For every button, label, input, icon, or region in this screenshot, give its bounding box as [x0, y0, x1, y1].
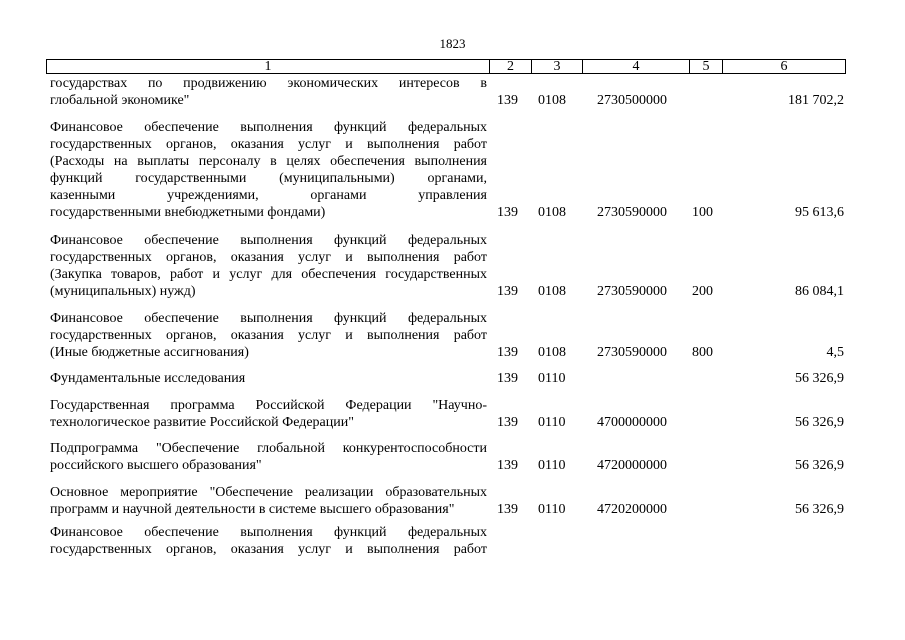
cell-c5: 800	[692, 345, 713, 360]
table-row	[0, 232, 905, 300]
cell-c6: 56 326,9	[795, 502, 844, 517]
cell-c6: 56 326,9	[795, 371, 844, 386]
description-line: Финансовое обеспечение выполнения функций федеральных	[50, 525, 487, 540]
description-line: (Иные бюджетные ассигнования)	[50, 345, 249, 360]
cell-c2: 139	[497, 205, 518, 220]
cell-c2: 139	[497, 345, 518, 360]
header-col-6: 6	[780, 59, 788, 74]
description-line: государственными внебюджетными фондами)	[50, 205, 326, 220]
row-description	[50, 232, 487, 300]
table-row	[0, 370, 905, 387]
description-line: Подпрограмма "Обеспечение глобальной конкурентоспособности	[50, 441, 487, 456]
cell-c2: 139	[497, 284, 518, 299]
description-line: Государственная программа Российской Федерации "Научно-	[50, 398, 487, 413]
cell-c4: 2730590000	[597, 345, 667, 360]
cell-c2: 139	[497, 93, 518, 108]
header-col-1: 1	[47, 60, 490, 73]
row-description	[50, 440, 487, 474]
description-line: (Расходы на выплаты персоналу в целях обеспечения выполнения	[50, 154, 487, 169]
cell-c3: 0110	[538, 371, 566, 386]
cell-c4: 2730590000	[597, 284, 667, 299]
cell-c2: 139	[497, 502, 518, 517]
description-line: программ и научной деятельности в системе высшего образования"	[50, 502, 455, 517]
table-row	[0, 440, 905, 474]
description-line: глобальной экономике"	[50, 93, 190, 108]
cell-c5: 100	[692, 205, 713, 220]
description-line: российского высшего образования"	[50, 458, 262, 473]
cell-c2: 139	[497, 415, 518, 430]
description-line: Финансовое обеспечение выполнения функций федеральных	[50, 233, 487, 248]
row-description	[50, 310, 487, 361]
cell-c6: 56 326,9	[795, 458, 844, 473]
cell-c3: 0108	[538, 93, 566, 108]
description-line: Основное мероприятие "Обеспечение реализации образовательных	[50, 485, 487, 500]
description-line: государственных органов, оказания услуг и выполнения работ	[50, 542, 487, 557]
cell-c6: 95 613,6	[795, 205, 844, 220]
cell-c4: 4720000000	[597, 458, 667, 473]
row-description	[50, 484, 487, 518]
table-row	[0, 524, 905, 558]
description-line: Финансовое обеспечение выполнения функций федеральных	[50, 120, 487, 135]
header-col-2: 2	[490, 60, 532, 73]
row-description	[50, 397, 487, 431]
description-line: Фундаментальные исследования	[50, 371, 246, 386]
header-col-5: 5	[690, 60, 723, 73]
row-description	[50, 75, 487, 109]
cell-c3: 0108	[538, 205, 566, 220]
cell-c4: 4720200000	[597, 502, 667, 517]
description-line: Финансовое обеспечение выполнения функций федеральных	[50, 311, 487, 326]
description-line: функций государственными (муниципальными) органами,	[50, 171, 487, 186]
cell-c2: 139	[497, 371, 518, 386]
cell-c4: 4700000000	[597, 415, 667, 430]
table-row	[0, 75, 905, 109]
table-row	[0, 119, 905, 221]
description-line: государственных органов, оказания услуг и выполнения работ	[50, 328, 487, 343]
cell-c4: 2730590000	[597, 205, 667, 220]
row-description	[50, 370, 487, 387]
header-col-3: 3	[532, 60, 583, 73]
table-row	[0, 310, 905, 361]
cell-c3: 0110	[538, 458, 566, 473]
cell-c4: 2730500000	[597, 93, 667, 108]
description-line: государственных органов, оказания услуг и выполнения работ	[50, 250, 487, 265]
cell-c6: 4,5	[826, 345, 844, 360]
cell-c3: 0110	[538, 415, 566, 430]
cell-c3: 0108	[538, 284, 566, 299]
row-description	[50, 119, 487, 221]
description-line: (Закупка товаров, работ и услуг для обеспечения государственных	[50, 267, 487, 282]
row-description	[50, 524, 487, 558]
cell-c6: 181 702,2	[788, 93, 844, 108]
cell-c3: 0110	[538, 502, 566, 517]
cell-c6: 86 084,1	[795, 284, 844, 299]
cell-c3: 0108	[538, 345, 566, 360]
cell-c6: 56 326,9	[795, 415, 844, 430]
cell-c2: 139	[497, 458, 518, 473]
page-number: 1823	[439, 36, 466, 51]
description-line: (муниципальных) нужд)	[50, 284, 196, 299]
description-line: казенными учреждениями, органами управления	[50, 188, 487, 203]
table-row	[0, 397, 905, 431]
description-line: технологическое развитие Российской Федерации"	[50, 415, 354, 430]
header-col-4: 4	[583, 60, 690, 73]
cell-c5: 200	[692, 284, 713, 299]
table-row	[0, 484, 905, 518]
table-header	[46, 59, 846, 74]
description-line: государственных органов, оказания услуг и выполнения работ	[50, 137, 487, 152]
description-line: государствах по продвижению экономических интересов в	[50, 76, 487, 91]
